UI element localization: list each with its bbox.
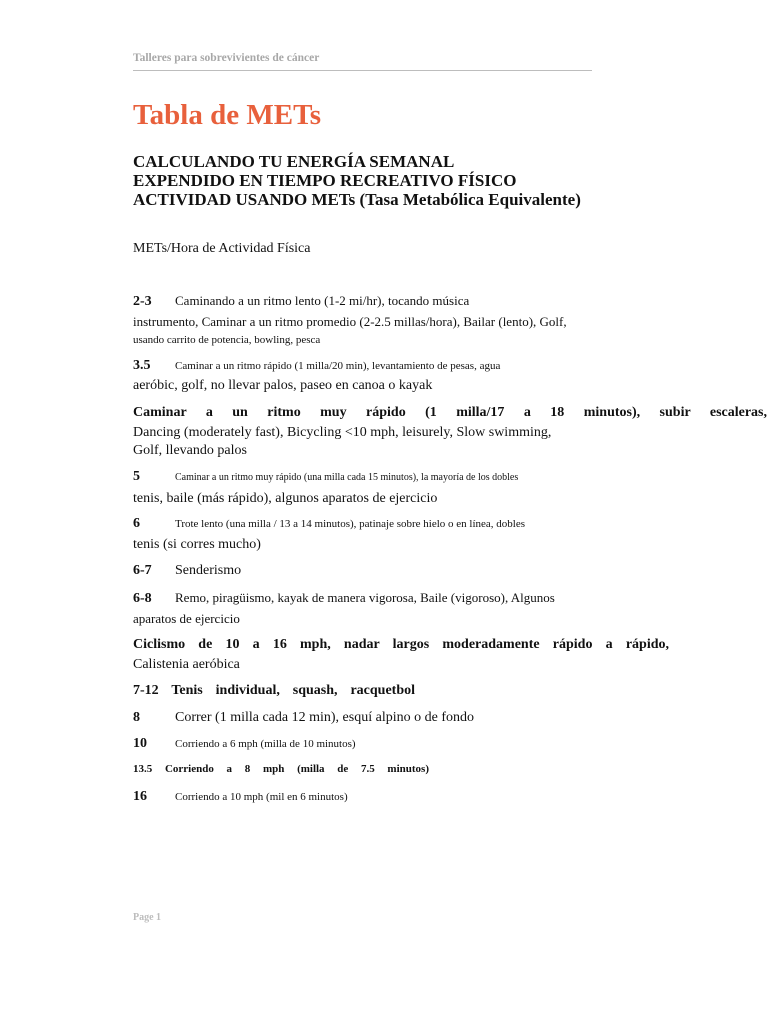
met-entry-5 [133, 468, 553, 508]
met-entry-cycling [133, 636, 669, 674]
subtitle-line-2: EXPENDIDO EN TIEMPO RECREATIVO FÍSICO [133, 171, 517, 190]
met-activity-continued: tenis (si corres mucho) [133, 537, 261, 552]
met-activity: Correr (1 milla cada 12 min), esquí alpino o de fondo [175, 710, 474, 725]
met-value: 6-7 [133, 563, 152, 578]
met-entry-6-7 [133, 562, 553, 580]
met-activity-continued: Calistenia aeróbica [133, 657, 240, 672]
met-value: 8 [133, 710, 140, 725]
met-entry-walking-very-fast [133, 404, 767, 460]
met-activity: Trote lento (una milla / 13 a 14 minutos), patinaje sobre hielo o en línea, dobles [175, 518, 525, 530]
met-activity: Caminar a un ritmo muy rápido (una milla cada 15 minutos), la mayoría de los dobles [175, 472, 519, 483]
met-value: 3.5 [133, 358, 151, 373]
met-activity: 13.5 Corriendo a 8 mph (milla de 7.5 minutos) [133, 763, 429, 775]
met-entry-6 [133, 515, 553, 554]
met-activity: Corriendo a 6 mph (milla de 10 minutos) [175, 738, 356, 750]
met-value: 6 [133, 516, 140, 531]
met-activity: Corriendo a 10 mph (mil en 6 minutos) [175, 791, 348, 803]
page-number: Page 1 [133, 912, 162, 923]
met-activity: Remo, piragüismo, kayak de manera vigorosa, Baile (vigoroso), Algunos [175, 590, 555, 605]
page-header [133, 52, 592, 71]
section-heading: METs/Hora de Actividad Física [133, 241, 311, 256]
met-value: 10 [133, 736, 147, 751]
met-activity-continued: aeróbic, golf, no llevar palos, paseo en canoa o kayak [133, 378, 433, 393]
met-value: 5 [133, 469, 140, 484]
met-value: 2-3 [133, 294, 152, 309]
met-value: 6-8 [133, 591, 152, 606]
met-activity: Caminando a un ritmo lento (1-2 mi/hr), tocando música [175, 293, 470, 308]
met-entry-2-3 [133, 292, 567, 349]
subtitle-line-3: ACTIVIDAD USANDO METs (Tasa Metabólica Equivalente) [133, 190, 581, 209]
met-value: 16 [133, 789, 147, 804]
met-entry-7-12 [133, 682, 553, 700]
met-activity-continued: Golf, llevando palos [133, 443, 247, 458]
page-title: Tabla de METs [133, 99, 322, 131]
met-entry-8 [133, 709, 553, 727]
met-activity: Senderismo [175, 563, 242, 578]
subtitle-line-1: CALCULANDO TU ENERGÍA SEMANAL [133, 152, 455, 171]
met-activity: Caminar a un ritmo muy rápido (1 milla/17 a 18 minutos), subir escaleras, [133, 405, 767, 420]
met-activity-continued: usando carrito de potencia, bowling, pesca [133, 334, 321, 346]
page-header-text: Talleres para sobrevivientes de cáncer [133, 52, 320, 64]
met-entry-16 [133, 788, 553, 806]
met-activity-continued: instrumento, Caminar a un ritmo promedio (2-2.5 millas/hora), Bailar (lento), Golf, [133, 314, 567, 329]
met-entry-6-8 [133, 589, 553, 628]
document-subtitle [133, 152, 581, 209]
met-activity: Ciclismo de 10 a 16 mph, nadar largos moderadamente rápido a rápido, [133, 637, 669, 652]
met-entry-3-5 [133, 357, 553, 395]
met-activity-continued: aparatos de ejercicio [133, 611, 240, 626]
met-activity-continued: tenis, baile (más rápido), algunos aparatos de ejercicio [133, 491, 438, 506]
met-entry-13-5 [133, 760, 553, 778]
met-activity-continued: Dancing (moderately fast), Bicycling <10 mph, leisurely, Slow swimming, [133, 425, 552, 440]
met-activity: Caminar a un ritmo rápido (1 milla/20 min), levantamiento de pesas, agua [175, 360, 501, 372]
met-activity: 7-12 Tenis individual, squash, racquetbol [133, 683, 415, 698]
met-entry-10 [133, 735, 553, 753]
